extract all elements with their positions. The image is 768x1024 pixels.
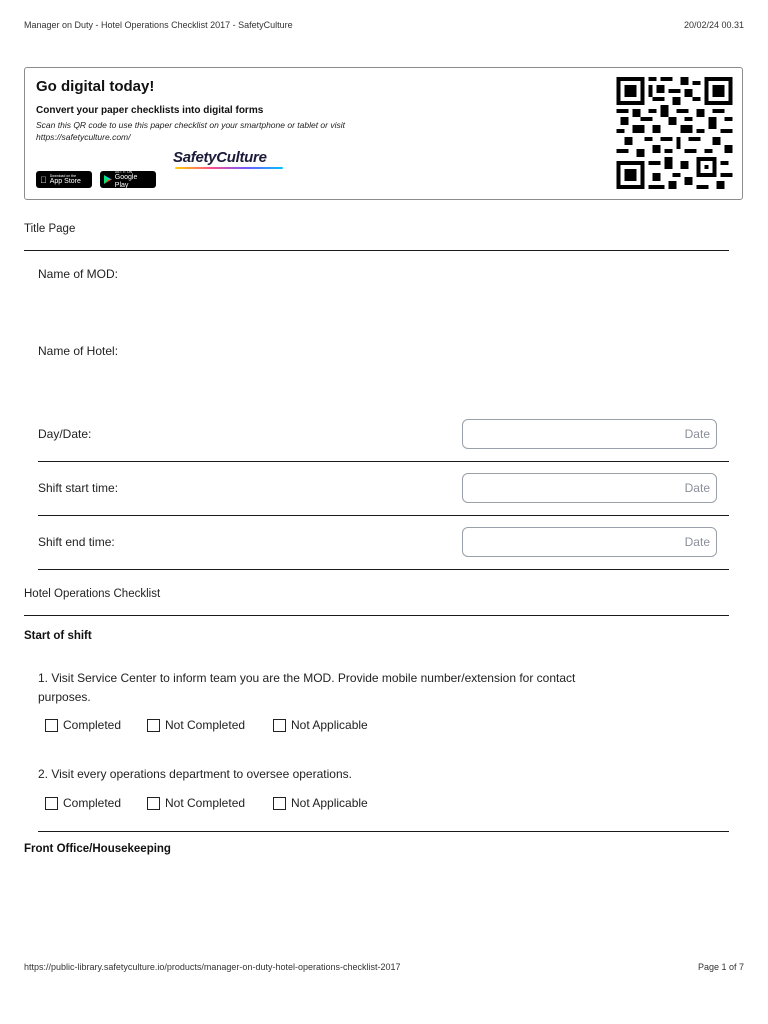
app-store-badge[interactable]: [36, 171, 92, 188]
day-date-label: Day/Date:: [38, 427, 92, 441]
page-number: Page 1 of 7: [697, 962, 744, 972]
option-label: Completed: [63, 796, 122, 810]
mod-name-label: Name of MOD:: [38, 267, 119, 281]
logo-underline: [175, 167, 283, 169]
q1-completed-option[interactable]: [45, 718, 121, 732]
shift-end-label: Shift end time:: [38, 535, 115, 549]
q1-not-completed-option[interactable]: [147, 718, 245, 732]
shift-start-input[interactable]: Date: [462, 473, 717, 503]
banner-title: Go digital today!: [36, 78, 155, 95]
question-2: 2. Visit every operations department to oversee operations.: [38, 767, 352, 781]
option-label: Not Completed: [165, 796, 246, 810]
banner-description: Scan this QR code to use this paper checklist on your smartphone or tablet or visit https://safetyculture.com/: [36, 120, 345, 142]
checklist-heading: Hotel Operations Checklist: [24, 588, 161, 600]
start-of-shift-heading: Start of shift: [24, 630, 92, 642]
apple-icon: [40, 175, 47, 185]
safetyculture-logo: SafetyCulture: [173, 149, 267, 166]
checkbox[interactable]: [45, 719, 58, 732]
checkbox[interactable]: [273, 797, 286, 810]
checkbox[interactable]: [147, 719, 160, 732]
title-page-heading: Title Page: [24, 223, 76, 235]
banner-subtitle: Convert your paper checklists into digital forms: [36, 105, 264, 116]
divider: [38, 515, 729, 516]
print-timestamp: 20/02/24 00.31: [683, 20, 744, 30]
google-play-badge[interactable]: [100, 171, 156, 188]
question-1: 1. Visit Service Center to inform team you are the MOD. Provide mobile number/extension for contact purposes.: [38, 671, 576, 704]
q1-not-applicable-option[interactable]: [273, 718, 368, 732]
option-label: Not Applicable: [291, 718, 368, 732]
qr-code-icon: [616, 77, 733, 189]
google-play-big-text: Google Play: [114, 173, 138, 189]
hotel-name-label: Name of Hotel:: [38, 344, 119, 358]
q2-completed-option[interactable]: [45, 796, 121, 810]
footer-url: https://public-library.safetyculture.io/products/manager-on-duty-hotel-operations-checklist-2017: [24, 962, 401, 972]
app-store-big-text: App Store: [43, 177, 75, 185]
checkbox[interactable]: [273, 719, 286, 732]
play-icon: [104, 175, 112, 184]
option-label: Completed: [63, 718, 122, 732]
divider: [24, 250, 729, 251]
shift-end-input[interactable]: Date: [462, 527, 717, 557]
front-office-housekeeping-heading: Front Office/Housekeeping: [24, 843, 171, 855]
document-title-header: Manager on Duty - Hotel Operations Checklist 2017 - SafetyCulture: [24, 20, 293, 30]
go-digital-banner: [24, 67, 743, 200]
option-label: Not Completed: [165, 718, 246, 732]
q2-not-applicable-option[interactable]: [273, 796, 368, 810]
divider: [24, 615, 729, 616]
divider: [38, 461, 729, 462]
checkbox[interactable]: [147, 797, 160, 810]
day-date-input[interactable]: Date: [462, 419, 717, 449]
divider: [38, 569, 729, 570]
shift-start-label: Shift start time:: [38, 481, 119, 495]
option-label: Not Applicable: [291, 796, 368, 810]
divider: [38, 831, 729, 832]
app-store-small-text: Download on the: [43, 173, 70, 178]
google-play-small-text: GET IT ON: [114, 169, 133, 174]
checkbox[interactable]: [45, 797, 58, 810]
q2-not-completed-option[interactable]: [147, 796, 245, 810]
